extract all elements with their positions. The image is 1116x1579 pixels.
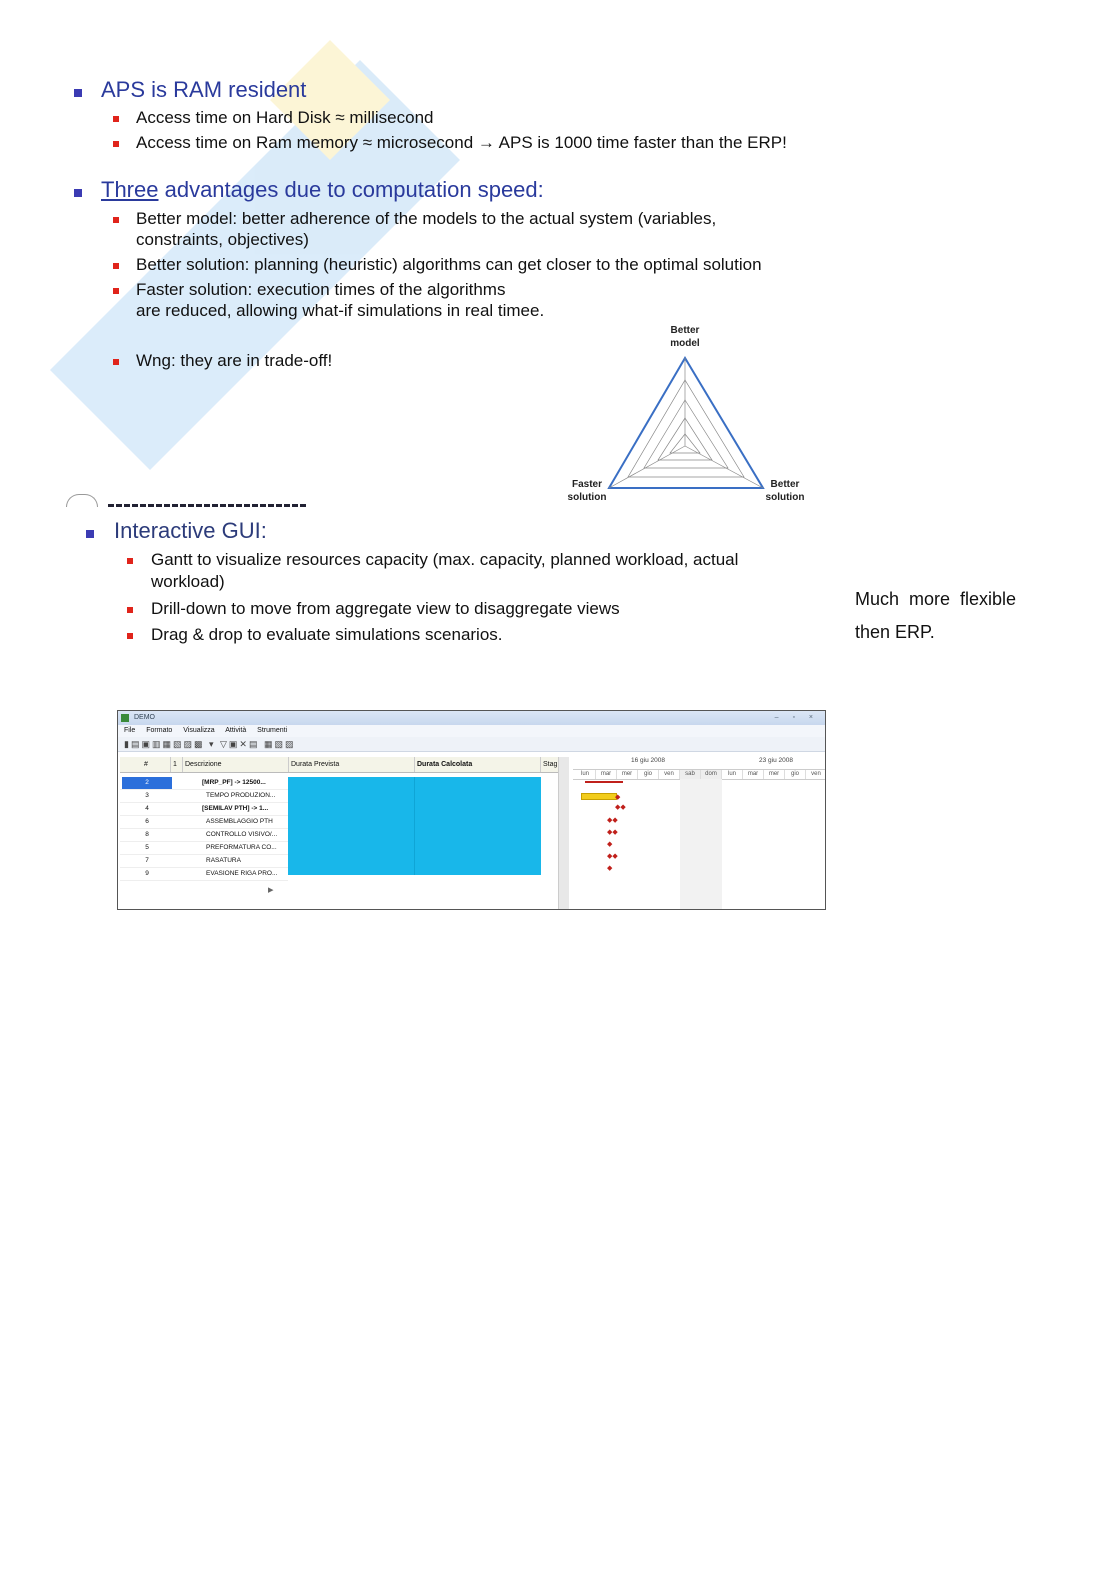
app-title: DEMO xyxy=(134,714,155,721)
row-desc: [MRP_PF] -> 12500... xyxy=(202,779,266,786)
section3-item-1: Gantt to visualize resources capacity (max. capacity, planned workload, actual xyxy=(151,550,739,569)
bullet xyxy=(113,263,119,269)
gantt-summary-bar[interactable] xyxy=(585,781,623,783)
section2-item-1-cont: constraints, objectives) xyxy=(136,230,309,249)
col-num[interactable]: # xyxy=(144,761,148,768)
section1-heading: APS is RAM resident xyxy=(101,77,307,102)
mouse-cursor-icon: ▸ xyxy=(268,884,274,896)
row-num: 8 xyxy=(145,831,149,838)
menu-visualizza[interactable]: Visualizza xyxy=(183,727,215,734)
row-num: 4 xyxy=(145,805,149,812)
footer-fragment xyxy=(108,504,308,507)
col-flag[interactable]: 1 xyxy=(170,757,183,772)
table-row[interactable] xyxy=(120,842,288,855)
row-num: 6 xyxy=(145,818,149,825)
gantt-app-screenshot xyxy=(117,710,826,910)
gantt-markers-list: ◆◆ ◆◆ ◆ ◆◆ ◆ xyxy=(607,817,618,872)
day-label: lun xyxy=(575,770,596,779)
table-row[interactable] xyxy=(120,777,288,790)
table-row[interactable] xyxy=(120,803,288,816)
row-num: 2 xyxy=(122,777,172,789)
app-icon xyxy=(121,714,129,722)
section3-item-2: Drill-down to move from aggregate view to disaggregate views xyxy=(151,599,620,618)
column-divider xyxy=(414,777,415,875)
diagram-top-label-line2: model xyxy=(670,338,700,349)
weekend-shade xyxy=(680,779,722,909)
section2-heading xyxy=(101,177,544,203)
grid-header xyxy=(120,757,566,773)
day-label: ven xyxy=(659,770,680,779)
day-label: dom xyxy=(701,770,722,779)
logo-fragment xyxy=(66,494,98,507)
bullet xyxy=(127,633,133,639)
table-row[interactable] xyxy=(120,829,288,842)
gantt-chart xyxy=(573,757,825,909)
diagram-left-label-line1: Faster xyxy=(571,479,602,490)
section2-item-4: Wng: they are in trade-off! xyxy=(136,351,333,370)
section3-item-3: Drag & drop to evaluate simulations scenarios. xyxy=(151,625,503,644)
side-note-line2: then ERP. xyxy=(855,622,935,642)
table-row[interactable] xyxy=(120,816,288,829)
gantt-marker: ◆ xyxy=(615,794,621,801)
day-label: gio xyxy=(785,770,806,779)
app-menubar xyxy=(118,725,825,737)
day-label: gio xyxy=(638,770,659,779)
diagram-right-label-line2: solution xyxy=(765,492,805,503)
gantt-date-2: 23 giu 2008 xyxy=(759,757,793,764)
table-row[interactable] xyxy=(120,868,288,881)
side-note xyxy=(855,583,1016,649)
section3-heading: Interactive GUI: xyxy=(114,518,267,543)
day-label: mar xyxy=(596,770,617,779)
diagram-top-label-line1: Better xyxy=(670,325,700,336)
diagram-right-label-line1: Better xyxy=(770,479,800,490)
row-num: 3 xyxy=(145,792,149,799)
day-label: sab xyxy=(680,770,701,779)
section2-heading-rest: advantages due to computation speed: xyxy=(158,177,544,202)
row-desc: RASATURA xyxy=(206,857,241,864)
diagram-right-label xyxy=(760,478,810,504)
section2-item-1: Better model: better adherence of the models to the actual system (variables, xyxy=(136,209,717,228)
day-label: lun xyxy=(722,770,743,779)
diagram-left-label xyxy=(562,478,612,504)
row-desc: CONTROLLO VISIVO/... xyxy=(206,831,278,838)
col-durata-calcolata[interactable]: Durata Calcolata xyxy=(414,757,541,772)
row-desc: EVASIONE RIGA PRO... xyxy=(206,870,278,877)
row-desc: PREFORMATURA CO... xyxy=(206,844,277,851)
day-label: mer xyxy=(617,770,638,779)
app-titlebar xyxy=(118,711,825,725)
menu-attivita[interactable]: Attività xyxy=(225,727,247,734)
bullet xyxy=(127,558,133,564)
grid-rows xyxy=(120,777,288,881)
bullet xyxy=(74,189,82,197)
gantt-date-1: 16 giu 2008 xyxy=(631,757,665,764)
row-desc: TEMPO PRODUZION... xyxy=(206,792,276,799)
section1-item-2: Access time on Ram memory ≈ microsecond → APS is 1000 time faster than the ERP! xyxy=(136,133,787,152)
diagram-left-label-line2: solution xyxy=(567,492,607,503)
gantt-task-bar[interactable] xyxy=(581,793,617,800)
side-note-line1: Much more flexible xyxy=(855,589,1017,609)
triangle-outer xyxy=(609,358,763,488)
gantt-marker: ◆◆ xyxy=(615,804,626,811)
bullet xyxy=(113,359,119,365)
col-descrizione[interactable]: Descrizione xyxy=(182,757,289,772)
menu-strumenti[interactable]: Strumenti xyxy=(257,727,288,734)
bullet xyxy=(113,217,119,223)
section1-item-1: Access time on Hard Disk ≈ millisecond xyxy=(136,108,434,127)
day-label: mer xyxy=(764,770,785,779)
table-row[interactable] xyxy=(120,855,288,868)
row-num: 7 xyxy=(145,857,149,864)
col-stag[interactable]: Stag xyxy=(540,757,567,772)
section2-item-2: Better solution: planning (heuristic) algorithms can get closer to the optimal solution xyxy=(136,255,762,274)
bullet xyxy=(113,141,119,147)
menu-file[interactable]: File xyxy=(124,727,136,734)
task-grid xyxy=(120,757,566,773)
section2-item-3: Faster solution: execution times of the algorithms xyxy=(136,280,506,299)
section2-heading-underlined: Three xyxy=(101,177,159,202)
bullet xyxy=(113,288,119,294)
row-num: 5 xyxy=(145,844,149,851)
section2-item-3-cont: are reduced, allowing what-if simulations in real timee. xyxy=(136,301,545,320)
tradeoff-diagram xyxy=(560,322,820,512)
bullet xyxy=(74,89,82,97)
app-toolbar[interactable]: ▮▤▣▥▦▧▨▩ ▾ ▽▣✕▤ ▦▧▨ xyxy=(118,737,825,752)
table-row[interactable] xyxy=(120,790,288,803)
grid-scrollbar[interactable] xyxy=(558,757,569,909)
bullet xyxy=(127,607,133,613)
bullet xyxy=(86,530,94,538)
row-desc: ASSEMBLAGGIO PTH xyxy=(206,818,273,825)
window-controls[interactable]: – ▫ × xyxy=(774,714,819,721)
col-durata-prevista[interactable]: Durata Prevista xyxy=(288,757,415,772)
menu-formato[interactable]: Formato xyxy=(146,727,173,734)
row-num: 9 xyxy=(145,870,149,877)
day-label: mar xyxy=(743,770,764,779)
section3-item-1-cont: workload) xyxy=(151,572,225,591)
day-label: ven xyxy=(806,770,826,779)
bullet xyxy=(113,116,119,122)
row-desc: [SEMILAV PTH] -> 1... xyxy=(202,805,269,812)
